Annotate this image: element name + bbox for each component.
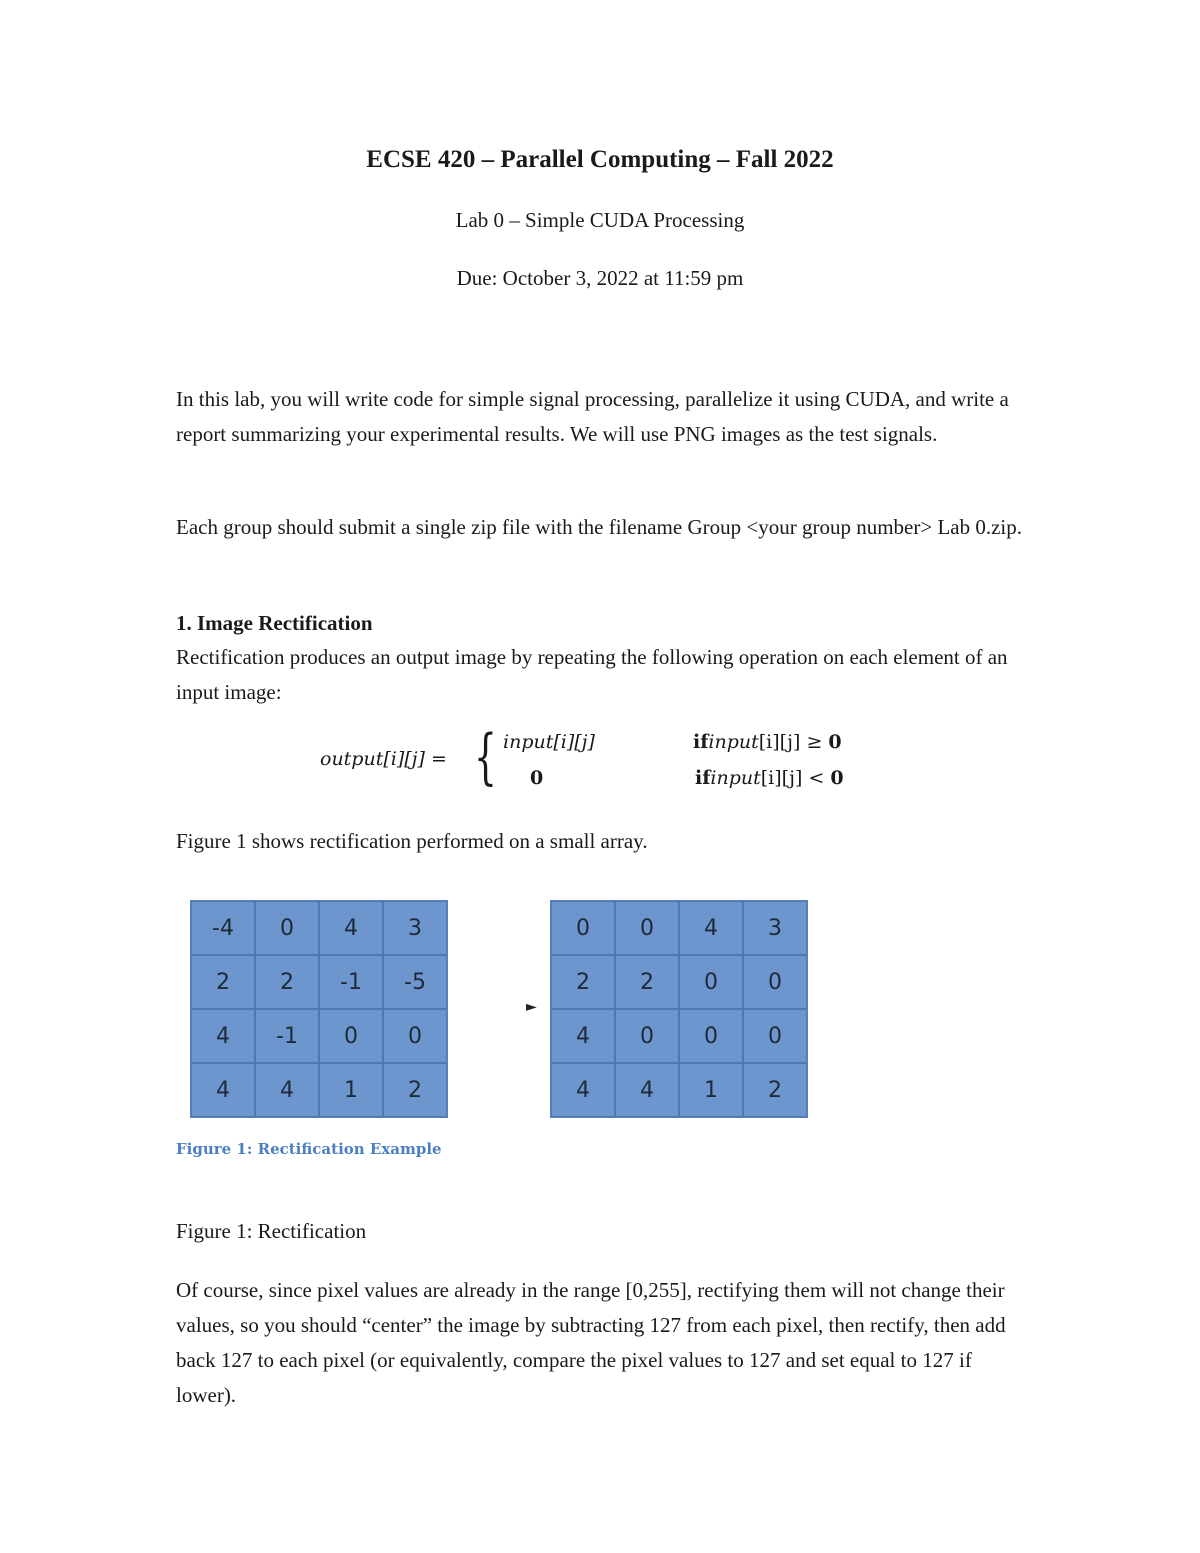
- grid-cell: 0: [319, 1009, 383, 1063]
- grid-cell: 1: [679, 1063, 743, 1117]
- grid-cell: 0: [615, 1009, 679, 1063]
- grid-cell: 4: [615, 1063, 679, 1117]
- grid-cell: 0: [743, 955, 807, 1009]
- grid-cell: -5: [383, 955, 447, 1009]
- grid-cell: 4: [255, 1063, 319, 1117]
- grid-cell: 4: [551, 1009, 615, 1063]
- section-paragraph: Rectification produces an output image by repeating the following operation on each element of an input image:: [176, 645, 1008, 704]
- equation-case1-value: input[i][j]: [503, 731, 595, 753]
- cond2-op: <: [808, 767, 825, 789]
- grid-cell: 2: [551, 955, 615, 1009]
- figure-label: Figure 1: Rectification: [176, 1219, 367, 1243]
- grid-cell: 2: [383, 1063, 447, 1117]
- grid-cell: 0: [679, 1009, 743, 1063]
- rectification-equation: [0, 722, 1200, 800]
- grid-cell: 4: [191, 1063, 255, 1117]
- cond1-rhs: 0: [828, 731, 842, 753]
- cond2-idx: [i][j]: [760, 767, 803, 789]
- cond1-idx: [i][j]: [758, 731, 801, 753]
- grid-cell: 0: [383, 1009, 447, 1063]
- grid-cell: 4: [319, 901, 383, 955]
- document-title: ECSE 420 – Parallel Computing – Fall 2022: [366, 146, 834, 173]
- figure-intro: Figure 1 shows rectification performed on a small array.: [176, 829, 648, 853]
- equation-brace: {: [474, 722, 497, 792]
- grid-cell: 0: [679, 955, 743, 1009]
- equation-case1-condition: [693, 731, 842, 753]
- submission-paragraph: Each group should submit a single zip file with the filename Group <your group number> Lab 0.zip.: [176, 515, 1022, 539]
- cond1-if: if: [693, 731, 709, 753]
- cond2-rhs: 0: [830, 767, 844, 789]
- figure-caption: Figure 1: Rectification Example: [176, 1140, 442, 1158]
- cond1-var: input: [708, 731, 759, 753]
- grid-cell: 4: [679, 901, 743, 955]
- grid-cell: -4: [191, 901, 255, 955]
- equation-case2-condition: [695, 767, 844, 789]
- grid-cell: 2: [615, 955, 679, 1009]
- input-array-grid: [190, 900, 448, 1118]
- grid-cell: 0: [743, 1009, 807, 1063]
- section-heading: 1. Image Rectification: [176, 611, 373, 635]
- arrow-icon: ►: [526, 999, 537, 1015]
- grid-cell: 2: [191, 955, 255, 1009]
- grid-cell: 2: [255, 955, 319, 1009]
- grid-cell: -1: [255, 1009, 319, 1063]
- cond2-var: input: [710, 767, 761, 789]
- output-array-grid: [550, 900, 808, 1118]
- due-date: Due: October 3, 2022 at 11:59 pm: [456, 266, 744, 290]
- grid-cell: 3: [383, 901, 447, 955]
- grid-cell: 0: [615, 901, 679, 955]
- grid-cell: 0: [255, 901, 319, 955]
- equation-case2-value: 0: [530, 767, 544, 789]
- grid-cell: -1: [319, 955, 383, 1009]
- grid-cell: 4: [551, 1063, 615, 1117]
- grid-cell: 3: [743, 901, 807, 955]
- intro-paragraph: In this lab, you will write code for simple signal processing, parallelize it using CUDA, and write a report summarizing your experimental results. We will use PNG images as the test signals.: [176, 387, 1009, 446]
- lab-subtitle: Lab 0 – Simple CUDA Processing: [455, 208, 745, 232]
- closing-paragraph: Of course, since pixel values are already in the range [0,255], rectifying them will not change their values, so you should “center” the image by subtracting 127 from each pixel, then rectify, then add back 127 to each pixel (or equivalently, compare the pixel values to 127 and set equal to 127 if lower).: [176, 1278, 1006, 1407]
- grid-cell: 4: [191, 1009, 255, 1063]
- cond1-op: ≥: [806, 731, 823, 753]
- equation-lhs: output[i][j] =: [320, 748, 447, 770]
- cond2-if: if: [695, 767, 711, 789]
- grid-cell: 1: [319, 1063, 383, 1117]
- grid-cell: 2: [743, 1063, 807, 1117]
- grid-cell: 0: [551, 901, 615, 955]
